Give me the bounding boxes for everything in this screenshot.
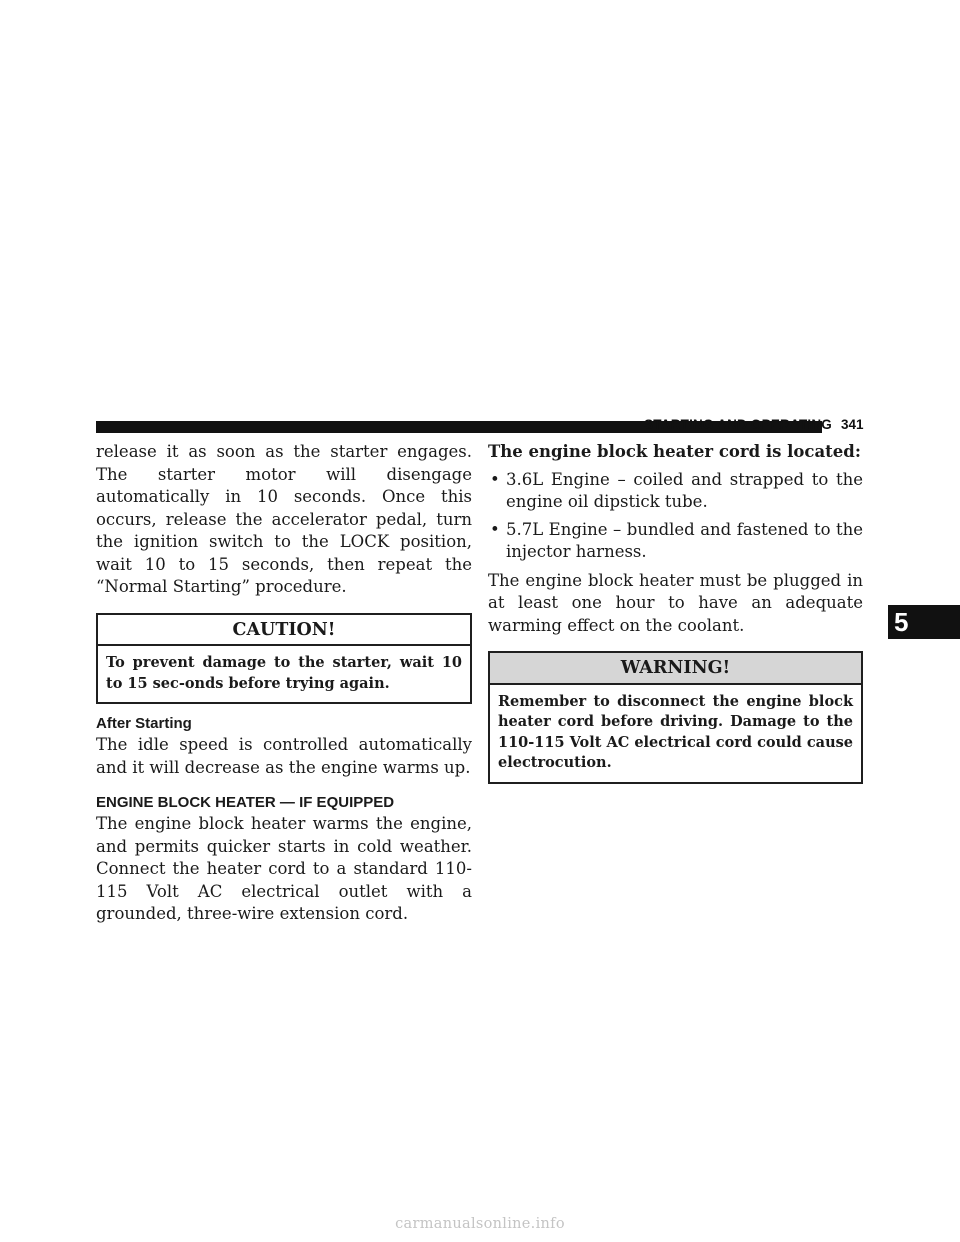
- warning-text: Remember to disconnect the engine block heater cord before driving. Damage to the 110-115 Volt AC electrical cord could cause electrocution.: [498, 692, 853, 771]
- list-item: [488, 519, 863, 564]
- cord-location-lead: The engine block heater cord is located:: [488, 442, 861, 461]
- caution-box: [96, 613, 472, 705]
- block-heater-text: The engine block heater warms the engine, and permits quicker starts in cold weather. Connect the heater cord to a standard 110-115 Volt AC electrical outlet with a grounded, three-wire extension cord.: [96, 814, 472, 923]
- intro-paragraph: release it as soon as the starter engages. The starter motor will disengage automatically in 10 seconds. Once this occurs, release the accelerator pedal, turn the ignition switch to the LOCK position, wait 10 to 15 seconds, then repeat the “Normal Starting” procedure.: [96, 442, 472, 596]
- list-item-text: 5.7L Engine – bundled and fastened to the injector harness.: [506, 519, 863, 561]
- plug-in-paragraph: The engine block heater must be plugged in at least one hour to have an adequate warming effect on the coolant.: [488, 570, 863, 635]
- caution-title: CAUTION!: [98, 615, 470, 647]
- warning-title: WARNING!: [490, 653, 861, 685]
- chapter-number: 5: [894, 607, 909, 637]
- list-item-text: 3.6L Engine – coiled and strapped to the engine oil dipstick tube.: [506, 469, 863, 511]
- chapter-tab: [888, 605, 960, 639]
- right-column: [488, 441, 863, 794]
- cord-location-list: [488, 469, 863, 564]
- caution-text: To prevent damage to the starter, wait 10 to 15 sec-onds before trying again.: [106, 654, 462, 692]
- warning-box: [488, 651, 863, 784]
- list-item: [488, 469, 863, 514]
- block-heater-heading: ENGINE BLOCK HEATER — IF EQUIPPED: [96, 794, 395, 811]
- bullet-glyph: •: [490, 469, 500, 489]
- after-starting-heading: After Starting: [96, 715, 192, 732]
- after-starting-text: The idle speed is controlled automatically and it will decrease as the engine warms up.: [96, 735, 472, 777]
- page-number: 341: [841, 417, 864, 432]
- watermark: carmanualsonline.info: [395, 1216, 565, 1232]
- bullet-glyph: •: [490, 519, 500, 539]
- left-column: [96, 441, 472, 926]
- section-title: STARTING AND OPERATING: [644, 417, 832, 432]
